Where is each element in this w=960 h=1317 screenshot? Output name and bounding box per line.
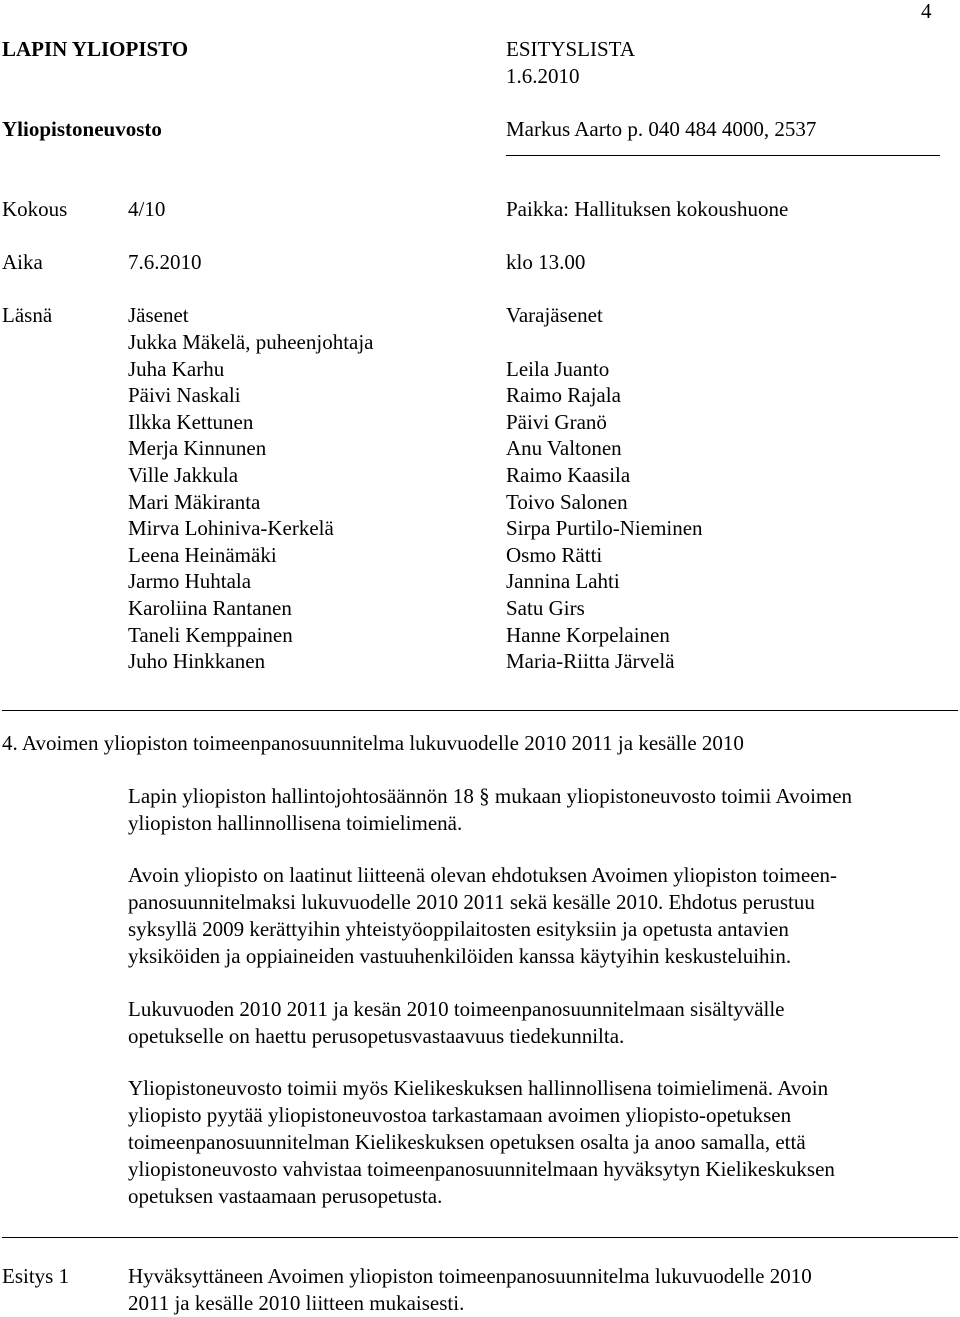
paragraph-line: panosuunnitelmaksi lukuvuodelle 2010 2011 sekä kesälle 2010. Ehdotus perustuu [128,890,815,914]
list-item: Mirva Lohiniva-Kerkelä [128,516,334,541]
document-date: 1.6.2010 [506,64,580,88]
paragraph-1 [128,783,938,837]
deputies-list [506,356,703,675]
list-item: Hanne Korpelainen [506,622,670,647]
paragraph-line: yliopisto pyytää yliopistoneuvostoa tarkastamaan avoimen yliopisto-opetuksen [128,1103,792,1127]
aika-label: Aika [2,250,43,274]
attendance-label: Läsnä [2,303,53,327]
list-item: Raimo Kaasila [506,462,631,487]
list-item: Päivi Naskali [128,383,241,408]
paragraph-line: toimeenpanosuunnitelman Kielikeskuksen opetuksen osalta ja anoo samalla, että [128,1130,806,1154]
list-item: Päivi Granö [506,409,607,434]
paragraph-line: 2011 ja kesälle 2010 liitteen mukaisesti. [128,1291,465,1315]
page-number: 4 [921,0,932,23]
deputies-heading: Varajäsenet [506,303,603,327]
governing-body: Yliopistoneuvosto [2,117,162,141]
list-item: Satu Girs [506,595,585,620]
list-item: Toivo Salonen [506,489,628,514]
aika-time: klo 13.00 [506,250,586,274]
paragraph-line: yliopiston hallinnollisena toimielimenä. [128,811,463,835]
aika-date: 7.6.2010 [128,250,202,274]
paragraph-line: Avoin yliopisto on laatinut liitteenä olevan ehdotuksen Avoimen yliopiston toimeen- [128,863,838,887]
list-item: Juha Karhu [128,356,225,381]
paragraph-line: Hyväksyttäneen Avoimen yliopiston toimeenpanosuunnitelma lukuvuodelle 2010 [128,1264,812,1288]
list-item: Juho Hinkkanen [128,649,266,674]
agenda-item-title-text: Avoimen yliopiston toimeenpanosuunnitelma lukuvuodelle 2010 2011 ja kesälle 2010 [21,731,744,755]
university-name: LAPIN YLIOPISTO [2,37,189,61]
list-item: Anu Valtonen [506,436,622,461]
paragraph-line: syksyllä 2009 kerättyihin yhteistyöoppilaitosten esityksiin ja opetusta antavien [128,917,789,941]
paragraph-3 [128,996,938,1050]
list-item: Taneli Kemppainen [128,622,293,647]
paragraph-line: Lapin yliopiston hallintojohtosäännön 18 § mukaan yliopistoneuvosto toimii Avoimen [128,784,853,808]
members-heading: Jäsenet [128,303,189,327]
paragraph-2 [128,862,938,970]
paragraph-line: opetuksen vastaamaan perusopetusta. [128,1184,443,1208]
agenda-item-number: 4. [2,731,18,755]
list-item: Karoliina Rantanen [128,595,292,620]
kokous-value: 4/10 [128,197,166,221]
proposal-divider [2,1237,958,1238]
contact-person: Markus Aarto p. 040 484 4000, 2537 [506,117,817,141]
list-item: Sirpa Purtilo-Nieminen [506,516,703,541]
list-item: Leila Juanto [506,356,610,381]
list-item: Leena Heinämäki [128,542,277,567]
paragraph-line: Yliopistoneuvosto toimii myös Kielikeskuksen hallinnollisena toimielimenä. Avoin [128,1076,829,1100]
section-divider [2,710,958,711]
kokous-label: Kokous [2,197,68,221]
list-item: Osmo Rätti [506,542,603,567]
list-item: Raimo Rajala [506,383,621,408]
document-type: ESITYSLISTA [506,37,635,61]
proposal-text [128,1263,938,1317]
paragraph-4 [128,1075,938,1210]
list-item: Maria-Riitta Järvelä [506,649,675,674]
list-item: Ville Jakkula [128,462,239,487]
paragraph-line: yliopistoneuvosto vahvistaa toimeenpanosuunnitelmaan hyväksytyn Kielikeskuksen [128,1157,835,1181]
list-item: Merja Kinnunen [128,436,267,461]
header-divider [506,155,940,156]
paragraph-line: yksiköiden ja oppiaineiden vastuuhenkilöiden kanssa käytyihin keskusteluihin. [128,944,792,968]
list-item: Mari Mäkiranta [128,489,261,514]
list-item: Ilkka Kettunen [128,409,254,434]
list-item: Jarmo Huhtala [128,569,252,594]
proposal-label: Esitys 1 [2,1264,70,1288]
agenda-item-title [2,730,744,757]
list-item: Jukka Mäkelä, puheenjohtaja [128,330,374,354]
members-list [128,329,374,675]
meeting-place: Paikka: Hallituksen kokoushuone [506,197,789,221]
paragraph-line: Lukuvuoden 2010 2011 ja kesän 2010 toimeenpanosuunnitelmaan sisältyvälle [128,997,785,1021]
paragraph-line: opetukselle on haettu perusopetusvastaavuus tiedekunnilta. [128,1024,625,1048]
list-item: Jannina Lahti [506,569,620,594]
